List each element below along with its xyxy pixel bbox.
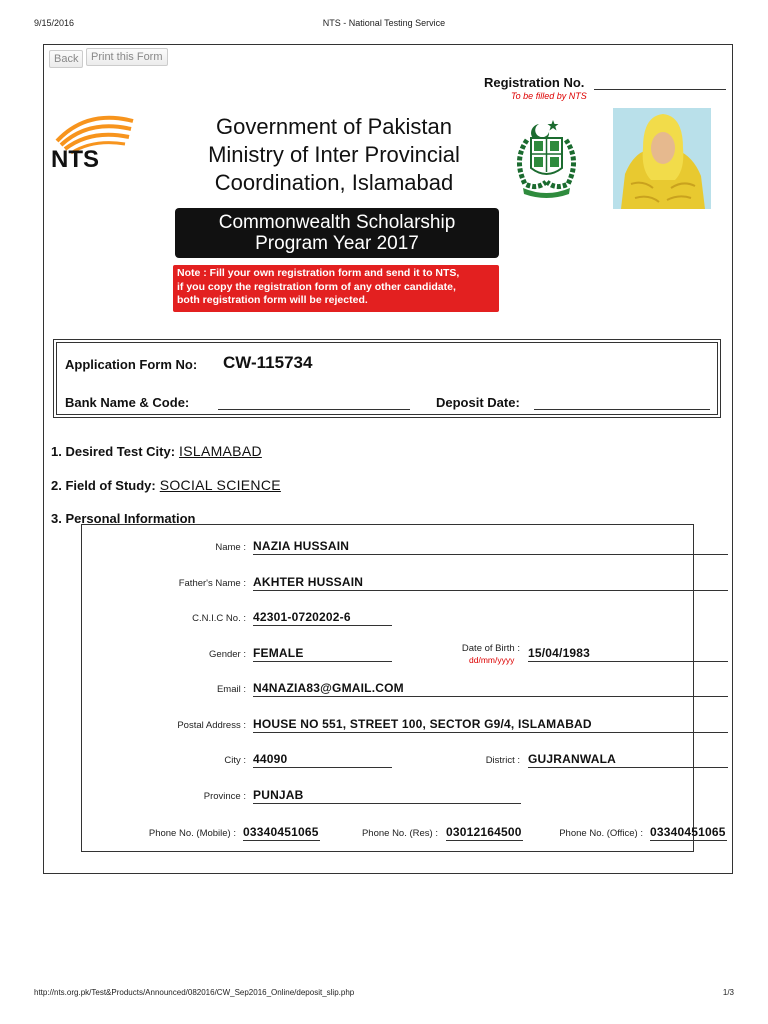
cnic-label: C.N.I.C No. :: [192, 613, 246, 624]
nts-logo-text: NTS: [51, 146, 99, 171]
district-label: District :: [485, 755, 520, 766]
city-value: 44090: [253, 752, 392, 768]
cnic-value: 42301-0720202-6: [253, 610, 392, 626]
name-value: NAZIA HUSSAIN: [253, 539, 728, 555]
print-footer: [34, 988, 734, 1002]
back-button[interactable]: Back: [49, 50, 83, 68]
phone-res-value: 03012164500: [446, 825, 522, 839]
phone-mobile-label: Phone No. (Mobile) :: [148, 828, 236, 839]
registration-number-block: [484, 75, 729, 105]
bank-name-code-line: [218, 409, 410, 410]
personal-information-box: [81, 524, 726, 852]
registration-number-line: [594, 89, 726, 90]
phone-mobile-value: 03340451065: [243, 825, 319, 839]
print-url: http://nts.org.pk/Test&Products/Announced/082016/CW_Sep2016_Online/deposit_slip.php: [34, 988, 355, 997]
phone-office-label: Phone No. (Office) :: [559, 828, 643, 839]
father-name-value: AKHTER HUSSAIN: [253, 575, 728, 591]
application-form-number: CW-115734: [223, 353, 313, 372]
program-banner-line-1: Commonwealth Scholarship: [218, 212, 456, 233]
warning-note: [173, 265, 499, 312]
government-title-line-1: Government of Pakistan: [215, 114, 452, 139]
warning-note-line-2: if you copy the registration form of any other candidate,: [177, 280, 456, 293]
desired-test-city-value: ISLAMABAD: [179, 443, 262, 459]
registration-number-label: Registration No.: [484, 75, 585, 90]
print-form-button[interactable]: Print this Form: [86, 48, 168, 66]
print-date: 9/15/2016: [34, 18, 75, 28]
gender-label: Gender :: [209, 649, 246, 660]
desired-test-city-row: [51, 443, 262, 459]
field-of-study-value: SOCIAL SCIENCE: [159, 477, 281, 493]
application-box: [53, 339, 721, 418]
province-value: PUNJAB: [253, 788, 521, 804]
personal-information-heading: 3. Personal Information: [51, 511, 196, 526]
government-title-line-3: Coordination, Islamabad: [214, 170, 454, 195]
province-label: Province :: [203, 791, 246, 802]
name-label: Name :: [215, 542, 246, 553]
print-page-number: 1/3: [722, 988, 734, 997]
phone-res-label: Phone No. (Res) :: [361, 828, 438, 839]
date-of-birth-format: dd/mm/yyyy: [469, 655, 515, 665]
deposit-date-label: Deposit Date:: [436, 395, 520, 410]
program-banner: [175, 208, 499, 258]
postal-address-value: HOUSE NO 551, STREET 100, SECTOR G9/4, ISLAMABAD: [253, 717, 728, 733]
email-value: N4NAZIA83@GMAIL.COM: [253, 681, 728, 697]
warning-note-line-1: Note : Fill your own registration form and send it to NTS,: [177, 267, 460, 279]
date-of-birth-label: Date of Birth :: [461, 643, 520, 654]
applicant-photo: [613, 108, 711, 209]
city-label: City :: [224, 755, 246, 766]
postal-address-label: Postal Address :: [177, 720, 246, 731]
field-of-study-row: [51, 477, 281, 493]
father-name-label: Father's Name :: [178, 578, 246, 589]
program-banner-line-2: Program Year 2017: [255, 233, 419, 254]
desired-test-city-label: 1. Desired Test City:: [51, 444, 176, 459]
application-form-number-label: Application Form No:: [65, 357, 198, 372]
bank-name-code-label: Bank Name & Code:: [65, 395, 190, 410]
registration-form: [43, 44, 733, 874]
district-value: GUJRANWALA: [528, 752, 728, 768]
field-of-study-label: 2. Field of Study:: [51, 478, 156, 493]
email-label: Email :: [216, 684, 246, 695]
deposit-date-line: [534, 409, 710, 410]
pakistan-emblem: [509, 110, 584, 200]
warning-note-line-3: both registration form will be rejected.: [177, 294, 368, 306]
nts-logo: [49, 107, 137, 171]
date-of-birth-value: 15/04/1983: [528, 646, 728, 662]
government-title: [174, 113, 494, 197]
phone-office-value: 03340451065: [650, 825, 726, 839]
registration-number-note: To be filled by NTS: [511, 91, 587, 101]
print-header: [34, 18, 734, 32]
government-title-line-2: Ministry of Inter Provincial: [208, 142, 460, 167]
gender-value: FEMALE: [253, 646, 392, 662]
print-page-title: NTS - National Testing Service: [322, 18, 446, 28]
